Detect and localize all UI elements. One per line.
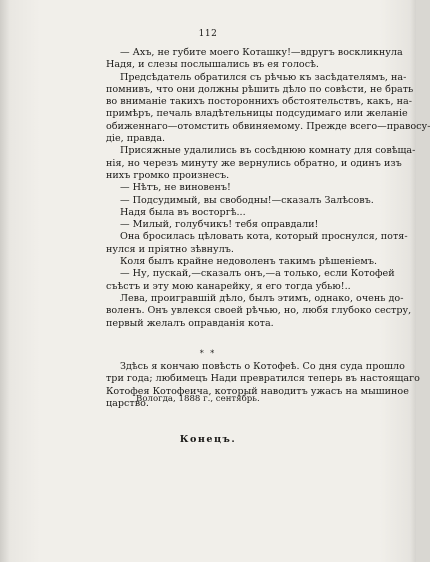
text-line: съѣстъ и эту мою канарейку, я его тогда убью!.. [106, 280, 351, 292]
text-line: воленъ. Онъ увлекся своей рѣчью, но, любя глубоко сестру, [106, 305, 412, 317]
place-date-signature: Вологда, 1888 г., сентябрь. [136, 394, 260, 404]
text-line: Присяжные удалились въ сосѣднюю комнату для совѣща- [120, 145, 416, 157]
text-line: — Подсудимый, вы свободны!—сказалъ Залѣсовъ. [120, 194, 374, 206]
text-line: — Ахъ, не губите моего Коташку!—вдругъ воскликнула [120, 47, 403, 58]
main-text-top [106, 47, 430, 330]
text-line: нихъ громко произнесъ. [106, 169, 230, 181]
text-line: первый желалъ оправданія кота. [106, 317, 274, 329]
text-line: нулся и пріятно зѣвнулъ. [106, 243, 234, 255]
text-line: царство. [106, 397, 149, 409]
page-number: 112 [198, 29, 218, 39]
text-line: Котофея Котофеича, который наводитъ ужасъ на мышиное [106, 385, 409, 397]
text-line: Здѣсь я кончаю повѣсть о Котофеѣ. Со дня суда прошло [120, 361, 405, 372]
section-divider-stars: * * [199, 349, 217, 358]
text-line: во вниманіе такихъ постороннихъ обстоятельствъ, какъ, на- [106, 96, 412, 108]
text-line: Надя, и слезы послышались въ ея голосѣ. [106, 59, 319, 71]
text-line: три года; любимецъ Нади превратился теперь въ настоящаго [106, 373, 420, 385]
text-line: — Нѣтъ, не виновенъ! [120, 182, 231, 194]
text-line: Коля былъ крайне недоволенъ такимъ рѣшеніемъ. [120, 256, 377, 268]
text-line: Надя была въ восторгѣ... [120, 206, 246, 218]
text-line: діе, правда. [106, 133, 166, 145]
text-line: — Ну, пускай,—сказалъ онъ,—а только, если Котофей [120, 268, 395, 280]
text-line: помнивъ, что они должны рѣшить дѣло по совѣсти, не брать [106, 83, 414, 95]
text-line: Лева, проигравшій дѣло, былъ этимъ, однако, очень до- [120, 292, 404, 304]
text-line: — Милый, голубчикъ! тебя оправдали! [120, 219, 319, 231]
end-title: Конецъ. [179, 434, 237, 445]
text-line: Она бросилась цѣловать кота, который проснулся, потя- [120, 231, 408, 243]
text-line: нія, но черезъ минуту же вернулись обратно, и одинъ изъ [106, 157, 402, 169]
text-line: Предсѣдатель обратился съ рѣчью къ засѣдателямъ, на- [120, 71, 407, 83]
text-line: обиженнаго—отомстить обвиняемому. Прежде всего—правосу- [106, 120, 430, 132]
text-line: примѣръ, печаль владѣтельницы подсудимаго или желаніе [106, 108, 408, 120]
